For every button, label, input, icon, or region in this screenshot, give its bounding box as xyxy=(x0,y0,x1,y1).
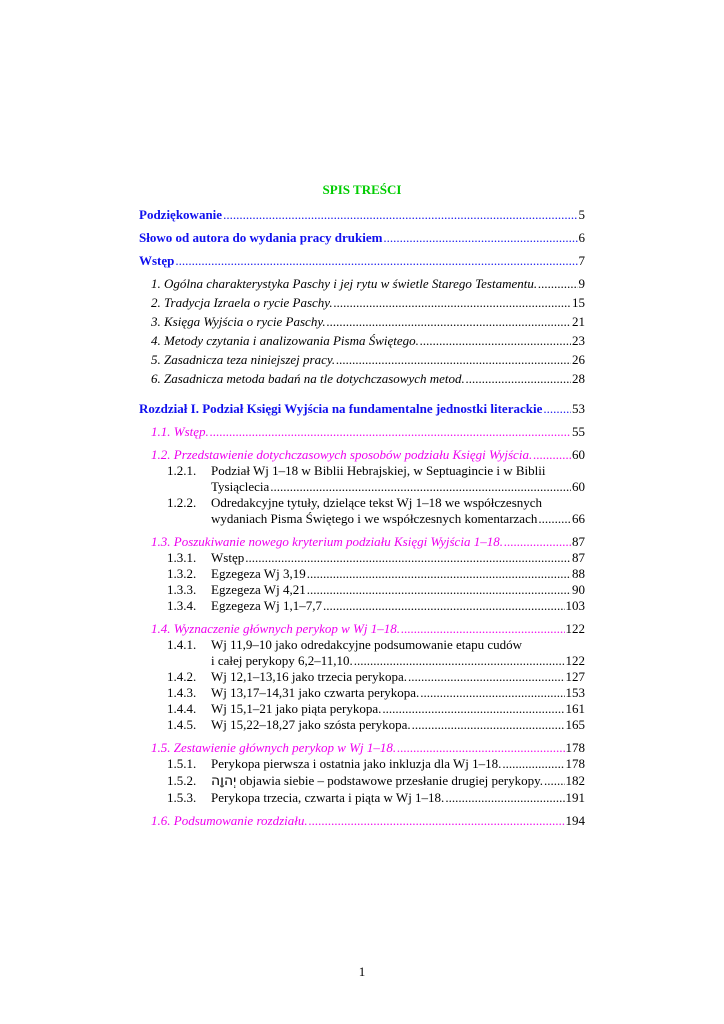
entry-page: 90 xyxy=(572,582,585,597)
entry-label: wydaniach Pisma Świętego i we współczesnych komentarzach xyxy=(211,511,538,526)
toc-subsection-1-3-1[interactable] xyxy=(167,550,585,566)
dot-leader xyxy=(334,295,571,311)
toc-subsection-1-4-4[interactable] xyxy=(167,701,585,717)
toc-subsection-1-5-3[interactable] xyxy=(167,790,585,806)
entry-label: Wj 11,9–10 jako odredakcyjne podsumowanie etapu cudów xyxy=(211,637,523,652)
toc-section-1-6[interactable] xyxy=(151,813,585,829)
entry-page: 60 xyxy=(572,447,585,462)
entry-label: Wj 15,22–18,27 jako szósta perykopa. xyxy=(211,717,411,732)
entry-number: 1.4.3. xyxy=(167,685,197,700)
entry-label: Egzegeza Wj 1,1–7,7 xyxy=(211,598,322,613)
dot-leader xyxy=(544,773,565,789)
toc-entry-chapter-1[interactable] xyxy=(139,401,585,417)
entry-page: 28 xyxy=(572,371,585,386)
entry-page: 88 xyxy=(572,566,585,581)
dot-leader xyxy=(401,621,565,637)
entry-page: 55 xyxy=(572,424,585,439)
dot-leader xyxy=(420,685,564,701)
dot-leader xyxy=(245,550,571,566)
toc-subsection-1-4-1-cont[interactable] xyxy=(211,653,585,669)
toc-entry-wstep[interactable] xyxy=(139,253,585,269)
entry-label: 3. Księga Wyjścia o rycie Paschy. xyxy=(151,314,326,329)
dot-leader xyxy=(543,401,571,417)
toc-subsection-1-2-2-cont[interactable] xyxy=(211,511,585,527)
page-number: 1 xyxy=(358,964,366,979)
entry-page: 87 xyxy=(572,550,585,565)
entry-number: 1.5.3. xyxy=(167,790,197,805)
toc-subsection-1-3-2[interactable] xyxy=(167,566,585,582)
entry-number: 1.3.4. xyxy=(167,598,197,613)
toc-subsection-1-4-1[interactable] xyxy=(167,637,522,653)
dot-leader xyxy=(323,598,565,614)
toc-entry-intro-4[interactable] xyxy=(151,333,585,349)
entry-page: 165 xyxy=(565,717,585,732)
toc-entry-intro-1[interactable] xyxy=(151,276,585,292)
dot-leader xyxy=(408,669,564,685)
toc-entry-intro-2[interactable] xyxy=(151,295,585,311)
dot-leader xyxy=(466,371,571,387)
entry-page: 191 xyxy=(565,790,585,805)
entry-label: 4. Metody czytania i analizowania Pisma Świętego. xyxy=(151,333,419,348)
toc-section-1-5[interactable] xyxy=(151,740,585,756)
entry-page: 60 xyxy=(572,479,585,494)
entry-page: 127 xyxy=(565,669,585,684)
dot-leader xyxy=(336,352,571,368)
entry-label: Tysiąclecia xyxy=(211,479,270,494)
toc-section-1-3[interactable] xyxy=(151,534,585,550)
dot-leader xyxy=(210,424,571,440)
dot-leader xyxy=(538,276,577,292)
dot-leader xyxy=(270,479,571,495)
toc-section-1-4[interactable] xyxy=(151,621,585,637)
entry-number: 1.4.1. xyxy=(167,637,197,652)
toc-subsection-1-3-3[interactable] xyxy=(167,582,585,598)
entry-page: 9 xyxy=(578,276,585,291)
toc-section-1-2[interactable] xyxy=(151,447,585,463)
entry-page: 7 xyxy=(578,253,585,268)
entry-label: Odredakcyjne tytuły, dzielące tekst Wj 1–18 we współczesnych xyxy=(211,495,543,510)
toc-entry-intro-3[interactable] xyxy=(151,314,585,330)
entry-label: 1.1. Wstęp. xyxy=(151,424,209,439)
dot-leader xyxy=(397,740,564,756)
entry-label: 1.4. Wyznaczenie głównych perykop w Wj 1–18. xyxy=(151,621,400,636)
entry-label: objawia siebie – podstawowe przesłanie drugiej perykopy. xyxy=(236,773,543,788)
entry-label: Wstęp xyxy=(211,550,245,565)
dot-leader xyxy=(175,253,577,269)
entry-page: 87 xyxy=(572,534,585,549)
entry-label: 5. Zasadnicza teza niniejszej pracy. xyxy=(151,352,336,367)
entry-page: 178 xyxy=(565,756,585,771)
toc-subsection-1-4-2[interactable] xyxy=(167,669,585,685)
toc-subsection-1-5-2[interactable] xyxy=(167,773,585,789)
entry-page: 26 xyxy=(572,352,585,367)
entry-label: Rozdział I. Podział Księgi Wyjścia na fundamentalne jednostki literackie xyxy=(139,401,543,416)
toc-subsection-1-2-2[interactable] xyxy=(167,495,542,511)
toc-entry-podziekowanie[interactable] xyxy=(139,207,585,223)
entry-label: 1.3. Poszukiwanie nowego kryterium podziału Księgi Wyjścia 1–18. xyxy=(151,534,503,549)
entry-label: 6. Zasadnicza metoda badań na tle dotychczasowych metod. xyxy=(151,371,465,386)
hebrew-divine-name: יְהוָה xyxy=(211,773,237,789)
entry-label: 1.6. Podsumowanie rozdziału. xyxy=(151,813,308,828)
entry-page: 182 xyxy=(565,773,585,788)
entry-label: Podziękowanie xyxy=(139,207,223,222)
toc-entry-slowo[interactable] xyxy=(139,230,585,246)
dot-leader xyxy=(383,230,577,246)
entry-label: Egzegeza Wj 4,21 xyxy=(211,582,306,597)
entry-page: 15 xyxy=(572,295,585,310)
entry-number: 1.5.1. xyxy=(167,756,197,771)
dot-leader xyxy=(533,447,571,463)
entry-number: 1.3.2. xyxy=(167,566,197,581)
dot-leader xyxy=(382,701,564,717)
entry-label: Perykopa pierwsza i ostatnia jako inkluzja dla Wj 1–18. xyxy=(211,756,502,771)
entry-label: Podział Wj 1–18 w Biblii Hebrajskiej, w Septuagincie i w Biblii xyxy=(211,463,546,478)
dot-leader xyxy=(445,790,564,806)
dot-leader xyxy=(420,333,571,349)
entry-number: 1.4.2. xyxy=(167,669,197,684)
toc-subsection-1-2-1[interactable] xyxy=(167,463,545,479)
toc-title: SPIS TREŚCI xyxy=(322,182,402,197)
toc-subsection-1-5-1[interactable] xyxy=(167,756,585,772)
entry-page: 194 xyxy=(565,813,585,828)
entry-label: i całej perykopy 6,2–11,10. xyxy=(211,653,353,668)
entry-label: 1.2. Przedstawienie dotychczasowych sposobów podziału Księgi Wyjścia. xyxy=(151,447,533,462)
entry-label: Wj 12,1–13,16 jako trzecia perykopa. xyxy=(211,669,408,684)
entry-page: 153 xyxy=(565,685,585,700)
dot-leader xyxy=(504,534,571,550)
dot-leader xyxy=(309,813,565,829)
entry-page: 53 xyxy=(572,401,585,416)
entry-label: 1. Ogólna charakterystyka Paschy i jej rytu w świetle Starego Testamentu. xyxy=(151,276,538,291)
entry-page: 122 xyxy=(565,653,585,668)
toc-section-1-1[interactable] xyxy=(151,424,585,440)
toc-entry-intro-6[interactable] xyxy=(151,371,585,387)
entry-label: Perykopa trzecia, czwarta i piąta w Wj 1–18. xyxy=(211,790,445,805)
entry-page: 178 xyxy=(565,740,585,755)
entry-page: 6 xyxy=(578,230,585,245)
entry-label: Wj 15,1–21 jako piąta perykopa. xyxy=(211,701,382,716)
entry-page: 66 xyxy=(572,511,585,526)
dot-leader xyxy=(307,566,571,582)
entry-page: 161 xyxy=(565,701,585,716)
entry-page: 23 xyxy=(572,333,585,348)
entry-label: 1.5. Zestawienie głównych perykop w Wj 1–18. xyxy=(151,740,397,755)
dot-leader xyxy=(354,653,565,669)
entry-page: 122 xyxy=(565,621,585,636)
toc-subsection-1-3-4[interactable] xyxy=(167,598,585,614)
dot-leader xyxy=(307,582,571,598)
dot-leader xyxy=(502,756,564,772)
entry-number: 1.3.1. xyxy=(167,550,197,565)
entry-number: 1.2.2. xyxy=(167,495,197,510)
entry-label: Wstęp xyxy=(139,253,175,268)
entry-number: 1.3.3. xyxy=(167,582,197,597)
entry-label: 2. Tradycja Izraela o rycie Paschy. xyxy=(151,295,333,310)
toc-subsection-1-4-5[interactable] xyxy=(167,717,585,733)
toc-subsection-1-2-1-cont[interactable] xyxy=(211,479,585,495)
entry-number: 1.2.1. xyxy=(167,463,197,478)
dot-leader xyxy=(412,717,565,733)
toc-entry-intro-5[interactable] xyxy=(151,352,585,368)
dot-leader xyxy=(327,314,571,330)
entry-page: 103 xyxy=(565,598,585,613)
entry-number: 1.4.4. xyxy=(167,701,197,716)
entry-label: Egzegeza Wj 3,19 xyxy=(211,566,306,581)
dot-leader xyxy=(223,207,577,223)
dot-leader xyxy=(538,511,571,527)
entry-page: 5 xyxy=(578,207,585,222)
entry-number: 1.5.2. xyxy=(167,773,197,788)
entry-page: 21 xyxy=(572,314,585,329)
entry-label: Słowo od autora do wydania pracy drukiem xyxy=(139,230,383,245)
entry-number: 1.4.5. xyxy=(167,717,197,732)
toc-subsection-1-4-3[interactable] xyxy=(167,685,585,701)
entry-label: Wj 13,17–14,31 jako czwarta perykopa. xyxy=(211,685,420,700)
